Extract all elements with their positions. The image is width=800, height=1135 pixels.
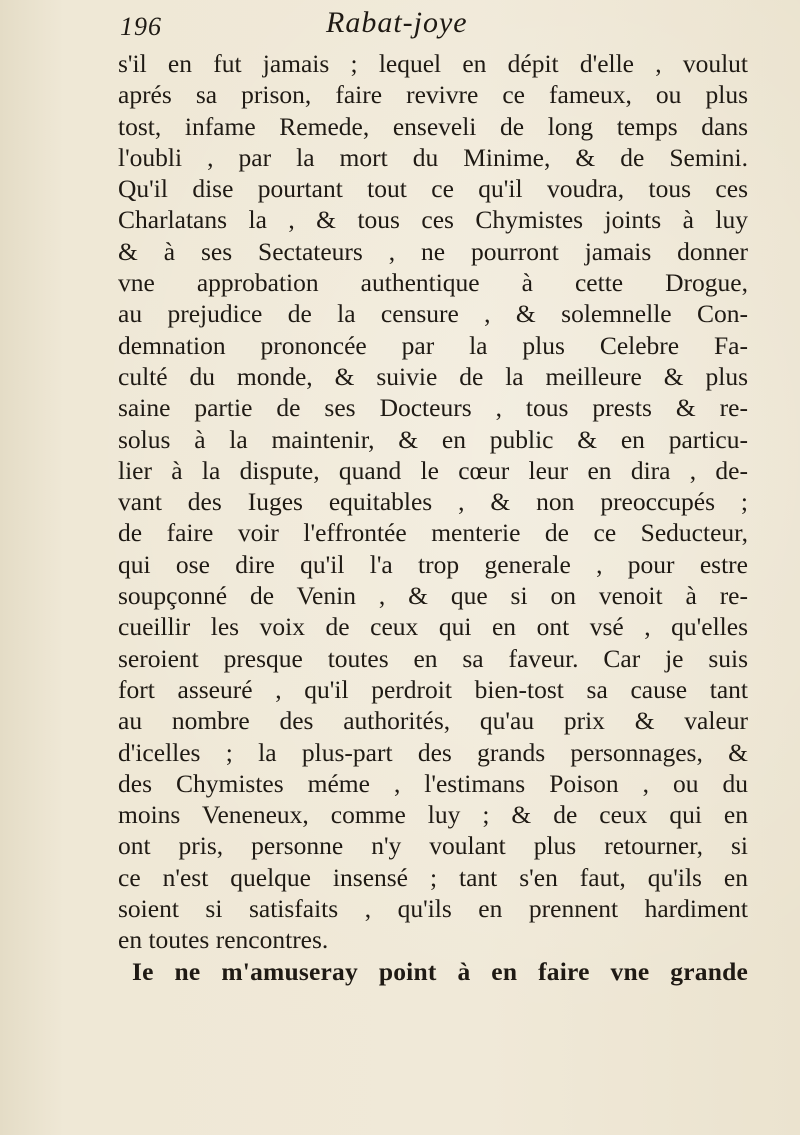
text-line: soient si satisfaits , qu'ils en prennent hardiment [118,894,748,924]
text-line: saine partie de ses Docteurs , tous prests & re- [118,393,748,423]
page-number: 196 [120,12,162,41]
text-line: & à ses Sectateurs , ne pourront jamais donner [118,236,748,266]
text-line: d'icelles ; la plus-part des grands personnages, & [118,737,748,767]
text-line: soupçonné de Venin , & que si on venoit à re- [118,581,748,611]
text-line: s'il en fut jamais ; lequel en dépit d'elle , voulut [118,49,748,78]
text-line: ont pris, personne n'y voulant plus retourner, si [118,831,748,861]
text-line: qui ose dire qu'il l'a trop generale , pour estre [118,549,748,579]
running-head [120,6,740,46]
text-line: Qu'il dise pourtant tout ce qu'il voudra, tous ces [118,174,748,204]
text-line: fort asseuré , qu'il perdroit bien-tost sa cause tant [118,674,748,704]
text-line: en toutes rencontres. [118,925,329,955]
text-line: des Chymistes méme , l'estimans Poison , ou du [118,768,748,798]
text-line: lier à la dispute, quand le cœur leur en dira , de- [118,455,748,485]
text-line: ce n'est quelque insensé ; tant s'en faut, qu'ils en [118,862,748,892]
text-line: aprés sa prison, faire revivre ce fameux, ou plus [118,80,748,110]
text-line: cueillir les voix de ceux qui en ont vsé , qu'elles [118,612,748,642]
text-line: au prejudice de la censure , & solemnelle Con- [118,299,748,329]
text-line: au nombre des authorités, qu'au prix & valeur [118,706,748,736]
text-line: tost, infame Remede, enseveli de long temps dans [118,111,748,141]
body-text [118,48,748,987]
text-line: Ie ne m'amuseray point à en faire vne grande [132,956,748,986]
text-line: vant des Iuges equitables , & non preoccupés ; [118,487,748,517]
text-line: culté du monde, & suivie de la meilleure & plus [118,361,748,391]
text-line: l'oubli , par la mort du Minime, & de Semini. [118,142,748,172]
text-line: seroient presque toutes en sa faveur. Car je suis [118,643,748,673]
text-line: demnation prononcée par la plus Celebre Fa- [118,330,748,360]
text-line: de faire voir l'effrontée menterie de ce Seducteur, [118,518,748,548]
running-title: Rabat-joye [326,6,468,39]
text-line: moins Veneneux, comme luy ; & de ceux qui en [118,800,748,830]
text-line: solus à la maintenir, & en public & en particu- [118,424,748,454]
text-line: vne approbation authentique à cette Drogue, [118,268,748,298]
text-line: Charlatans la , & tous ces Chymistes joints à luy [118,205,748,235]
